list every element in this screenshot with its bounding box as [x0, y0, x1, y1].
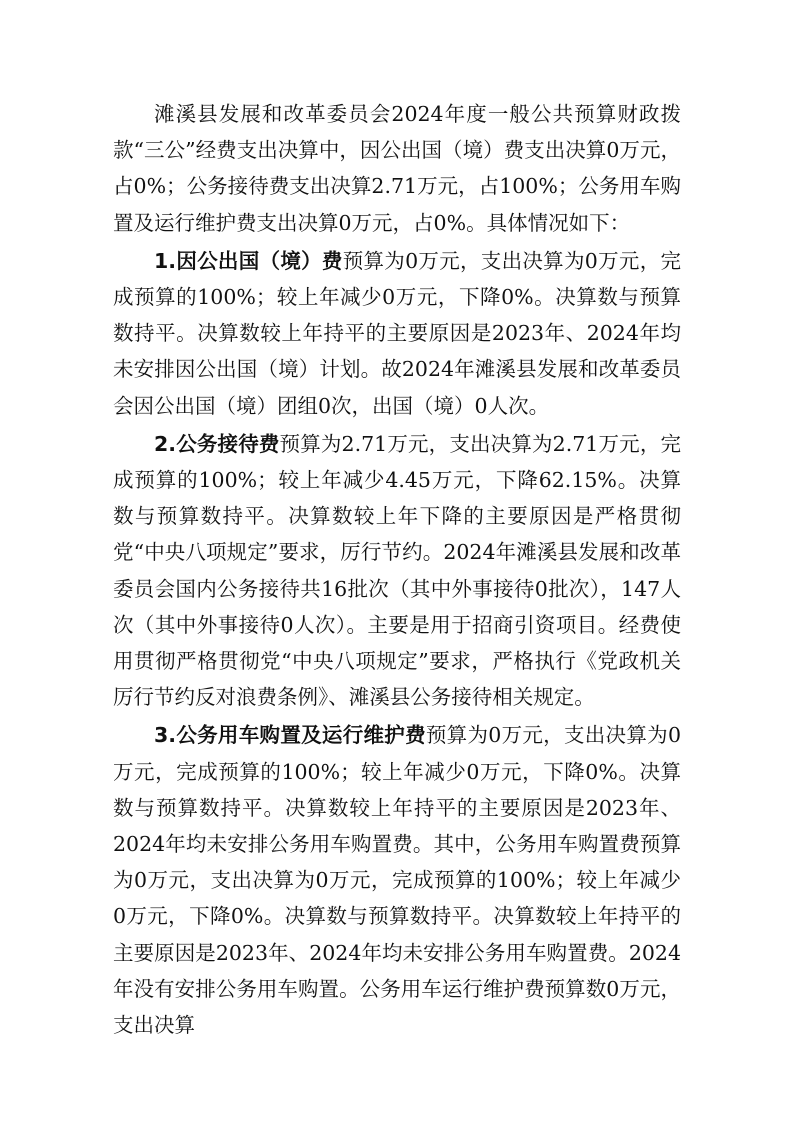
section-heading-official-reception: 2.公务接待费	[154, 431, 280, 456]
section-text-official-reception: 预算为2.71万元，支出决算为2.71万元，完成预算的100%；较上年减少4.45万元，下降62.15%。决算数与预算数持平。决算数较上年下降的主要原因是严格贯彻党“中央八项规定”要求，厉行节约。2024年滩溪县发展和改革委员会国内公务接待共16批次（其中外事接待0批次），147人次（其中外事接待0人次）。主要是用于招商引资项目。经费使用贯彻严格贯彻党“中央八项规定”要求，严格执行《党政机关厉行节约反对浪费条例》、滩溪县公务接待相关规定。	[113, 431, 681, 710]
section-text-official-vehicles: 预算为0万元，支出决算为0万元，完成预算的100%；较上年减少0万元，下降0%。决算数与预算数持平。决算数较上年持平的主要原因是2023年、2024年均未安排公务用车购置费。其中，公务用车购置费预算为0万元，支出决算为0万元，完成预算的100%；较上年减少0万元，下降0%。决算数与预算数持平。决算数较上年持平的主要原因是2023年、2024年均未安排公务用车购置费。2024年没有安排公务用车购置。公务用车运行维护费预算数0万元，支出决算	[113, 723, 681, 1038]
section-official-reception	[113, 426, 681, 716]
section-heading-overseas-travel: 1.因公出国（境）费	[154, 248, 343, 273]
section-heading-official-vehicles: 3.公务用车购置及运行维护费	[154, 723, 426, 748]
intro-paragraph	[113, 96, 681, 241]
section-official-vehicles	[113, 717, 681, 1043]
intro-text: 滩溪县发展和改革委员会2024年度一般公共预算财政拨款“三公”经费支出决算中，因公出国（境）费支出决算0万元，占0%；公务接待费支出决算2.71万元，占100%；公务用车购置及运行维护费支出决算0万元，占0%。具体情况如下：	[113, 102, 681, 235]
section-text-overseas-travel: 预算为0万元，支出决算为0万元，完成预算的100%；较上年减少0万元，下降0%。决算数与预算数持平。决算数较上年持平的主要原因是2023年、2024年均未安排因公出国（境）计划。故2024年滩溪县发展和改革委员会因公出国（境）团组0次，出国（境）0人次。	[113, 248, 681, 418]
section-overseas-travel	[113, 243, 681, 424]
document-body	[113, 96, 681, 1045]
